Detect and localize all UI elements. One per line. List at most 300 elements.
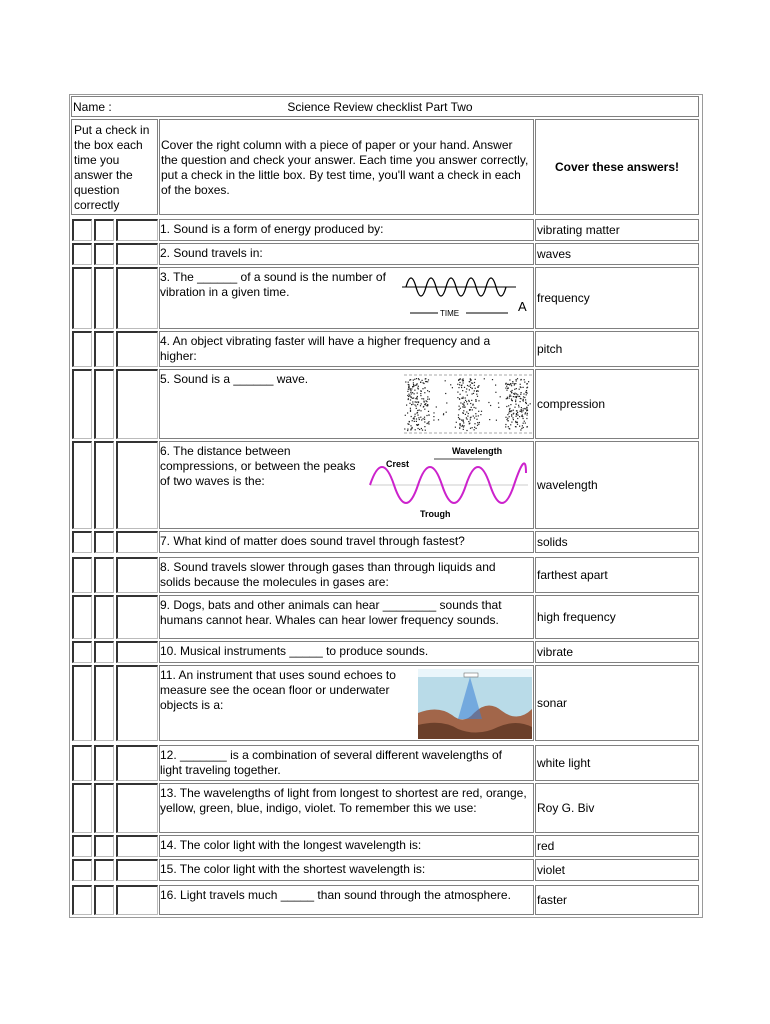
compression-particle bbox=[515, 400, 516, 401]
compression-particle bbox=[516, 416, 517, 417]
compression-particle bbox=[519, 426, 520, 427]
compression-particle bbox=[414, 418, 415, 419]
compression-particle bbox=[526, 407, 527, 408]
compression-particle bbox=[424, 417, 425, 418]
compression-particle bbox=[469, 381, 470, 382]
compression-particle bbox=[525, 402, 526, 403]
compression-particle bbox=[418, 386, 419, 387]
compression-particle bbox=[489, 419, 490, 420]
check-box[interactable] bbox=[94, 441, 114, 529]
compression-particle bbox=[530, 403, 531, 404]
check-box[interactable] bbox=[94, 665, 114, 741]
compression-particle bbox=[470, 387, 471, 388]
compression-particle bbox=[427, 405, 428, 406]
compression-particle bbox=[427, 381, 428, 382]
compression-particle bbox=[428, 411, 429, 412]
compression-particle bbox=[507, 384, 508, 385]
compression-particle bbox=[423, 406, 424, 407]
check-box[interactable] bbox=[116, 783, 158, 833]
intro-right bbox=[535, 119, 699, 215]
question-text: 2. Sound travels in: bbox=[160, 246, 263, 260]
check-box[interactable] bbox=[94, 331, 114, 367]
question-text: 4. An object vibrating faster will have a higher frequency and a higher: bbox=[160, 334, 491, 363]
compression-particle bbox=[523, 387, 524, 388]
compression-particle bbox=[474, 385, 475, 386]
compression-particle bbox=[470, 419, 471, 420]
check-box[interactable] bbox=[72, 885, 92, 915]
check-box[interactable] bbox=[72, 859, 92, 881]
compression-particle bbox=[419, 419, 420, 420]
compression-particle bbox=[507, 418, 508, 419]
compression-particle bbox=[523, 399, 524, 400]
compression-particle bbox=[416, 402, 417, 403]
compression-particle bbox=[412, 404, 413, 405]
check-box[interactable] bbox=[116, 369, 158, 439]
compression-particle bbox=[471, 400, 472, 401]
check-box[interactable] bbox=[94, 243, 114, 265]
compression-particle bbox=[496, 420, 497, 421]
check-box[interactable] bbox=[94, 369, 114, 439]
compression-particle bbox=[516, 414, 517, 415]
compression-particle bbox=[420, 417, 421, 418]
check-box[interactable] bbox=[116, 219, 158, 241]
compression-particle bbox=[463, 426, 464, 427]
compression-particle bbox=[421, 398, 422, 399]
answer-text: white light bbox=[535, 745, 699, 781]
compression-particle bbox=[472, 393, 473, 394]
compression-particle bbox=[518, 396, 519, 397]
compression-particle bbox=[510, 411, 511, 412]
crest-label: Crest bbox=[386, 459, 410, 469]
compression-particle bbox=[526, 408, 527, 409]
answer-text: waves bbox=[535, 243, 699, 265]
check-box[interactable] bbox=[116, 641, 158, 663]
answer-text: compression bbox=[535, 369, 699, 439]
compression-particle bbox=[528, 381, 529, 382]
compression-particle bbox=[469, 423, 470, 424]
compression-particle bbox=[456, 422, 457, 423]
check-box[interactable] bbox=[116, 441, 158, 529]
compression-particle bbox=[516, 397, 517, 398]
compression-particle bbox=[459, 384, 460, 385]
compression-particle bbox=[438, 419, 439, 420]
compression-particle bbox=[419, 429, 420, 430]
check-box[interactable] bbox=[94, 595, 114, 639]
compression-particle bbox=[411, 428, 412, 429]
compression-particle bbox=[459, 399, 460, 400]
compression-particle bbox=[511, 422, 512, 423]
compression-particle bbox=[436, 406, 437, 407]
question-text: 11. An instrument that uses sound echoes to measure see the ocean floor or underwater objects is a: bbox=[160, 668, 396, 712]
compression-particle bbox=[446, 402, 447, 403]
check-box[interactable] bbox=[94, 219, 114, 241]
compression-particle bbox=[459, 427, 460, 428]
question-text: 16. Light travels much _____ than sound through the atmosphere. bbox=[160, 888, 511, 902]
compression-particle bbox=[480, 414, 481, 415]
compression-particle bbox=[517, 418, 518, 419]
compression-particle bbox=[423, 398, 424, 399]
wavelength-figure bbox=[368, 443, 534, 523]
compression-particle bbox=[468, 386, 469, 387]
compression-particle bbox=[412, 420, 413, 421]
compression-particle bbox=[427, 390, 428, 391]
compression-particle bbox=[446, 412, 447, 413]
compression-particle bbox=[522, 416, 523, 417]
check-box[interactable] bbox=[94, 641, 114, 663]
question-text: 3. The ______ of a sound is the number of vibration in a given time. bbox=[160, 270, 386, 299]
compression-particle bbox=[506, 406, 507, 407]
compression-particle bbox=[422, 380, 423, 381]
compression-particle bbox=[519, 389, 520, 390]
compression-particle bbox=[526, 390, 527, 391]
compression-particle bbox=[461, 385, 462, 386]
compression-particle bbox=[472, 409, 473, 410]
compression-particle bbox=[528, 405, 529, 406]
compression-particle bbox=[407, 430, 408, 431]
compression-particle bbox=[413, 382, 414, 383]
compression-particle bbox=[470, 428, 471, 429]
compression-particle bbox=[514, 407, 515, 408]
compression-particle bbox=[476, 394, 477, 395]
check-box[interactable] bbox=[116, 835, 158, 857]
compression-particle bbox=[413, 384, 414, 385]
compression-particle bbox=[463, 380, 464, 381]
compression-particle bbox=[520, 411, 521, 412]
check-box[interactable] bbox=[72, 243, 92, 265]
compression-particle bbox=[426, 400, 427, 401]
check-box[interactable] bbox=[72, 745, 92, 781]
check-box[interactable] bbox=[116, 859, 158, 881]
compression-particle bbox=[416, 384, 417, 385]
check-box[interactable] bbox=[72, 783, 92, 833]
compression-particle bbox=[481, 411, 482, 412]
compression-particle bbox=[462, 420, 463, 421]
compression-particle bbox=[516, 410, 517, 411]
compression-particle bbox=[520, 398, 521, 399]
compression-particle bbox=[415, 414, 416, 415]
compression-particle bbox=[509, 416, 510, 417]
compression-particle bbox=[510, 383, 511, 384]
answer-text: frequency bbox=[535, 267, 699, 329]
compression-particle bbox=[505, 424, 506, 425]
check-box[interactable] bbox=[72, 219, 92, 241]
compression-particle bbox=[418, 424, 419, 425]
check-box[interactable] bbox=[94, 783, 114, 833]
compression-particle bbox=[464, 425, 465, 426]
compression-particle bbox=[476, 428, 477, 429]
compression-particle bbox=[525, 423, 526, 424]
answer-text: Roy G. Biv bbox=[535, 783, 699, 833]
compression-particle bbox=[524, 421, 525, 422]
check-box[interactable] bbox=[72, 267, 92, 329]
compression-particle bbox=[410, 399, 411, 400]
compression-particle bbox=[465, 397, 466, 398]
compression-particle bbox=[414, 379, 415, 380]
check-box[interactable] bbox=[72, 595, 92, 639]
compression-particle bbox=[466, 388, 467, 389]
compression-particle bbox=[417, 396, 418, 397]
check-box[interactable] bbox=[72, 835, 92, 857]
compression-particle bbox=[470, 384, 471, 385]
check-box[interactable] bbox=[94, 745, 114, 781]
compression-particle bbox=[411, 388, 412, 389]
compression-particle bbox=[418, 378, 419, 379]
compression-particle bbox=[509, 396, 510, 397]
compression-particle bbox=[473, 416, 474, 417]
compression-particle bbox=[468, 413, 469, 414]
compression-particle bbox=[425, 378, 426, 379]
compression-particle bbox=[463, 410, 464, 411]
compression-particle bbox=[476, 419, 477, 420]
compression-particle bbox=[520, 394, 521, 395]
check-box[interactable] bbox=[72, 665, 92, 741]
compression-particle bbox=[410, 390, 411, 391]
compression-particle bbox=[428, 421, 429, 422]
compression-wave-figure bbox=[404, 372, 532, 436]
compression-particle bbox=[527, 414, 528, 415]
answer-text: red bbox=[535, 835, 699, 857]
intro-left: Put a check in the box each time you answer the question correctly bbox=[71, 119, 158, 215]
compression-particle bbox=[408, 382, 409, 383]
compression-particle bbox=[471, 407, 472, 408]
compression-particle bbox=[520, 384, 521, 385]
check-box[interactable] bbox=[72, 531, 92, 553]
wavelength-wave bbox=[370, 463, 526, 503]
compression-particle bbox=[511, 416, 512, 417]
compression-particle bbox=[408, 389, 409, 390]
check-box[interactable] bbox=[94, 835, 114, 857]
compression-particle bbox=[429, 399, 430, 400]
compression-particle bbox=[414, 416, 415, 417]
compression-particle bbox=[517, 394, 518, 395]
compression-particle bbox=[457, 384, 458, 385]
compression-particle bbox=[523, 393, 524, 394]
compression-particle bbox=[513, 396, 514, 397]
compression-particle bbox=[474, 407, 475, 408]
check-box[interactable] bbox=[116, 331, 158, 367]
check-box[interactable] bbox=[116, 665, 158, 741]
compression-particle bbox=[475, 413, 476, 414]
compression-particle bbox=[416, 378, 417, 379]
compression-particle bbox=[424, 409, 425, 410]
check-box[interactable] bbox=[116, 885, 158, 915]
question-text: 15. The color light with the shortest wavelength is: bbox=[160, 862, 426, 876]
compression-particle bbox=[408, 384, 409, 385]
compression-particle bbox=[465, 407, 466, 408]
compression-particle bbox=[474, 417, 475, 418]
compression-particle bbox=[513, 419, 514, 420]
answer-text: wavelength bbox=[535, 441, 699, 529]
check-box[interactable] bbox=[116, 595, 158, 639]
compression-particle bbox=[511, 392, 512, 393]
compression-particle bbox=[415, 401, 416, 402]
compression-particle bbox=[523, 408, 524, 409]
compression-particle bbox=[474, 382, 475, 383]
compression-particle bbox=[479, 422, 480, 423]
check-box[interactable] bbox=[94, 885, 114, 915]
compression-particle bbox=[505, 383, 506, 384]
check-box[interactable] bbox=[94, 859, 114, 881]
compression-particle bbox=[465, 414, 466, 415]
compression-particle bbox=[413, 398, 414, 399]
compression-particle bbox=[472, 405, 473, 406]
compression-particle bbox=[475, 379, 476, 380]
compression-particle bbox=[506, 390, 507, 391]
compression-particle bbox=[414, 421, 415, 422]
check-box[interactable] bbox=[72, 369, 92, 439]
compression-particle bbox=[514, 383, 515, 384]
compression-particle bbox=[408, 398, 409, 399]
compression-particle bbox=[513, 413, 514, 414]
compression-particle bbox=[433, 412, 434, 413]
compression-particle bbox=[417, 404, 418, 405]
compression-particle bbox=[515, 421, 516, 422]
compression-particle bbox=[428, 379, 429, 380]
compression-particle bbox=[457, 397, 458, 398]
compression-particle bbox=[421, 428, 422, 429]
compression-particle bbox=[515, 393, 516, 394]
compression-particle bbox=[425, 430, 426, 431]
compression-particle bbox=[409, 395, 410, 396]
question-text: 10. Musical instruments _____ to produce sounds. bbox=[160, 644, 429, 658]
check-box[interactable] bbox=[72, 641, 92, 663]
compression-particle bbox=[517, 378, 518, 379]
question-text: 7. What kind of matter does sound travel through fastest? bbox=[160, 534, 465, 548]
compression-particle bbox=[458, 387, 459, 388]
compression-particle bbox=[429, 415, 430, 416]
compression-particle bbox=[508, 405, 509, 406]
compression-particle bbox=[466, 417, 467, 418]
compression-particle bbox=[417, 410, 418, 411]
compression-particle bbox=[422, 430, 423, 431]
compression-particle bbox=[515, 404, 516, 405]
compression-particle bbox=[412, 392, 413, 393]
check-box[interactable] bbox=[72, 441, 92, 529]
frequency-wave-figure bbox=[398, 267, 532, 323]
compression-particle bbox=[407, 391, 408, 392]
compression-particle bbox=[433, 420, 434, 421]
compression-particle bbox=[459, 409, 460, 410]
compression-particle bbox=[526, 418, 527, 419]
compression-particle bbox=[460, 423, 461, 424]
compression-particle bbox=[426, 415, 427, 416]
compression-particle bbox=[508, 413, 509, 414]
compression-particle bbox=[478, 411, 479, 412]
compression-particle bbox=[420, 390, 421, 391]
compression-particle bbox=[416, 418, 417, 419]
compression-particle bbox=[474, 423, 475, 424]
check-box[interactable] bbox=[72, 331, 92, 367]
compression-particle bbox=[475, 401, 476, 402]
compression-particle bbox=[421, 419, 422, 420]
compression-particle bbox=[427, 399, 428, 400]
compression-particle bbox=[484, 378, 485, 379]
check-box[interactable] bbox=[116, 557, 158, 593]
compression-particle bbox=[420, 382, 421, 383]
answer-text: faster bbox=[535, 885, 699, 915]
compression-particle bbox=[509, 428, 510, 429]
compression-particle bbox=[509, 379, 510, 380]
compression-particle bbox=[425, 403, 426, 404]
compression-particle bbox=[520, 401, 521, 402]
compression-particle bbox=[463, 405, 464, 406]
check-box[interactable] bbox=[116, 531, 158, 553]
compression-particle bbox=[523, 400, 524, 401]
check-box[interactable] bbox=[94, 531, 114, 553]
check-box[interactable] bbox=[72, 557, 92, 593]
compression-particle bbox=[461, 420, 462, 421]
compression-particle bbox=[415, 429, 416, 430]
compression-particle bbox=[420, 393, 421, 394]
compression-particle bbox=[506, 398, 507, 399]
compression-particle bbox=[470, 380, 471, 381]
compression-particle bbox=[488, 402, 489, 403]
compression-particle bbox=[521, 407, 522, 408]
compression-particle bbox=[524, 408, 525, 409]
worksheet bbox=[69, 94, 703, 918]
compression-particle bbox=[478, 385, 479, 386]
compression-particle bbox=[459, 406, 460, 407]
compression-particle bbox=[459, 382, 460, 383]
check-box[interactable] bbox=[94, 557, 114, 593]
compression-particle bbox=[420, 405, 421, 406]
compression-particle bbox=[509, 398, 510, 399]
compression-particle bbox=[512, 400, 513, 401]
compression-particle bbox=[523, 418, 524, 419]
compression-particle bbox=[443, 413, 444, 414]
compression-particle bbox=[510, 404, 511, 405]
compression-particle bbox=[522, 425, 523, 426]
compression-particle bbox=[433, 416, 434, 417]
compression-particle bbox=[518, 405, 519, 406]
compression-particle bbox=[425, 381, 426, 382]
compression-particle bbox=[462, 406, 463, 407]
compression-particle bbox=[465, 400, 466, 401]
compression-particle bbox=[459, 379, 460, 380]
compression-particle bbox=[470, 417, 471, 418]
compression-particle bbox=[410, 392, 411, 393]
check-box[interactable] bbox=[116, 745, 158, 781]
sonar-ship bbox=[464, 673, 478, 677]
compression-particle bbox=[460, 402, 461, 403]
time-label: TIME bbox=[440, 309, 460, 318]
compression-particle bbox=[523, 410, 524, 411]
cover-answers-label: Cover these answers! bbox=[554, 159, 680, 174]
compression-particle bbox=[462, 390, 463, 391]
check-box[interactable] bbox=[94, 267, 114, 329]
compression-particle bbox=[505, 426, 506, 427]
compression-particle bbox=[410, 425, 411, 426]
compression-particle bbox=[460, 408, 461, 409]
check-box[interactable] bbox=[116, 243, 158, 265]
compression-particle bbox=[467, 395, 468, 396]
compression-particle bbox=[509, 394, 510, 395]
compression-particle bbox=[416, 397, 417, 398]
question-text: 12. _______ is a combination of several different wavelengths of light traveling together. bbox=[160, 748, 502, 777]
check-box[interactable] bbox=[116, 267, 158, 329]
compression-particle bbox=[467, 419, 468, 420]
compression-particle bbox=[424, 387, 425, 388]
compression-particle bbox=[407, 395, 408, 396]
amplitude-label: A bbox=[518, 299, 527, 314]
compression-particle bbox=[423, 382, 424, 383]
question-text: 6. The distance between compressions, or between the peaks of two waves is the: bbox=[160, 444, 356, 488]
compression-particle bbox=[520, 387, 521, 388]
compression-particle bbox=[495, 392, 496, 393]
compression-particle bbox=[418, 402, 419, 403]
compression-particle bbox=[463, 404, 464, 405]
compression-particle bbox=[526, 392, 527, 393]
